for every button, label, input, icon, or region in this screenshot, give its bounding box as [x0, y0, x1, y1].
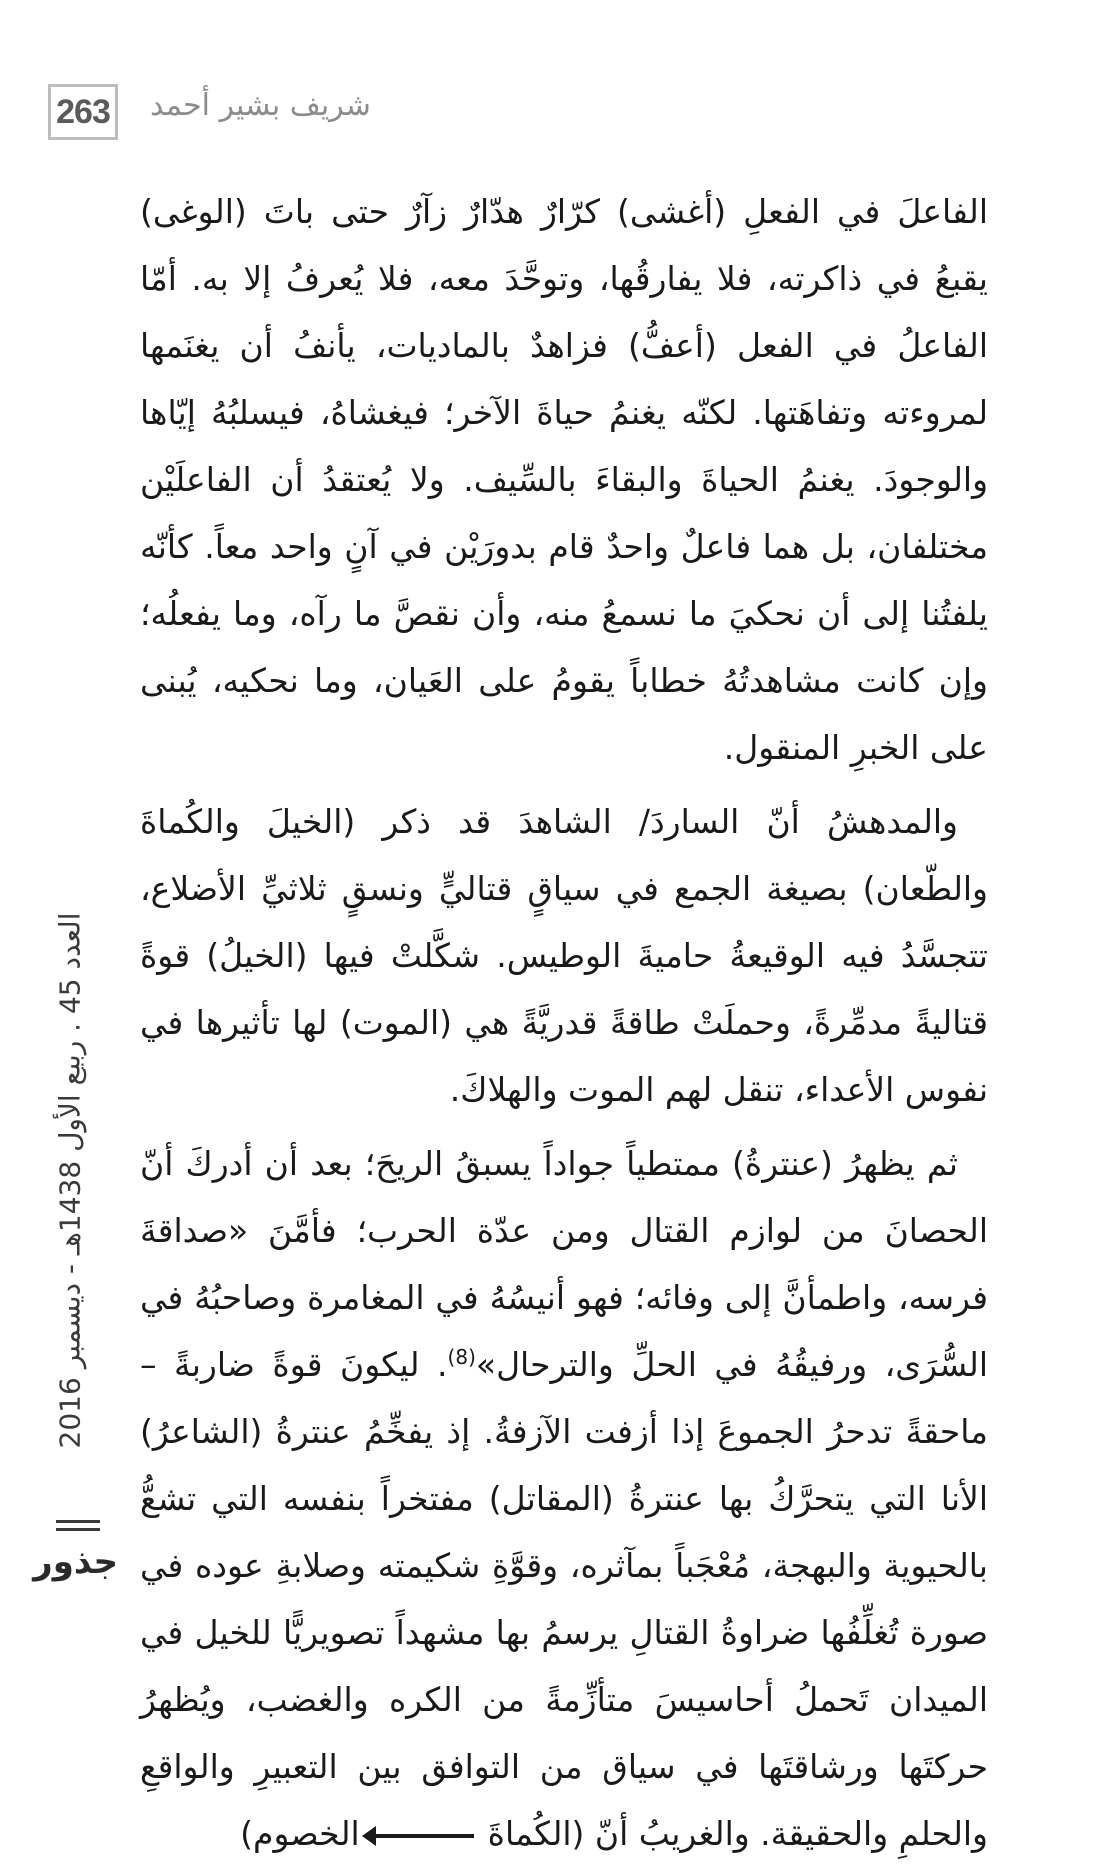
footnote-reference: (8): [447, 1345, 476, 1369]
paragraph-3-text-b: . ليكونَ قوةً ضاربةً – ماحقةً تدحرُ الجموعَ إذا أزفت الآزفةُ. إذ يفخِّمُ عنترةُ (الشاعرُ) الأنا التي يتحرَّكُ بها عنترةُ (المقاتل) مفتخراً بنفسه التي تشعُّ بالحيوية والبهجة، مُعْجَباً بمآثره، وقوَّةِ شكيمته وصلابةِ عوده في صورة تُغلِّفُها ضراوةُ القتالِ يرسمُ بها مشهداً تصويريًّا للخيل في الميدان تَحملُ أحاسيسَ متأزِّمةً من الكره والغضب، ويُظهرُ حركتَها ورشاقتَها في سياق من التوافق بين التعبيرِ والواقعِ والحلمِ والحقيقة. والغريبُ أنّ (الكُماةَ: [140, 1345, 988, 1853]
journal-logo: جذور: [33, 1542, 118, 1582]
journal-issue-text: العدد 45 . ربيع الأول 1438هـ - ديسمبر 2016: [53, 912, 87, 1448]
margin-rule-2: [56, 1528, 100, 1531]
paragraph-1: الفاعلَ في الفعلِ (أغشى) كرّارٌ هدّارٌ زآرٌ حتى باتَ (الوغى) يقبعُ في ذاكرته، فلا يفارقُها، وتوحَّدَ معه، فلا يُعرفُ إلا به. أمّا الفاعلُ في الفعل (أعفُّ) فزاهدٌ بالماديات، يأنفُ أن يغنَمها لمروءته وتفاهَتها. لكنّه يغنمُ حياةَ الآخر؛ فيغشاهُ، فيسلبُهُ إيّاها والوجودَ. يغنمُ الحياةَ والبقاءَ بالسِّيف. ولا يُعتقدُ أن الفاعلَيْن مختلفان، بل هما فاعلٌ واحدٌ قام بدورَيْن في آنٍ واحد معاً. كأنّه يلفتُنا إلى أن نحكيَ ما نسمعُ منه، وأن نقصَّ ما رآه، وما يفعلُه؛ وإن كانت مشاهدتُهُ خطاباً يقومُ على العَيان، وما نحكيه، يُبنى على الخبرِ المنقول.: [140, 192, 988, 767]
article-body: [140, 178, 988, 1867]
margin-rule: [56, 1520, 100, 1523]
page-number: 263: [48, 84, 118, 140]
author-name: شريف بشير أحمد: [150, 88, 371, 123]
paragraph-3-text-a: ثم يظهرُ (عنترةُ) ممتطياً جواداً يسبقُ الريحَ؛ بعد أن أدركَ أنّ الحصانَ من لوازم القتال ومن عدّة الحرب؛ فأمَّنَ «صداقةَ فرسه، واطمأنَّ إلى وفائه؛ فهو أنيسُهُ في المغامرة وصاحبُهُ في السُّرَى، ورفيقُهُ في الحلِّ والترحال»: [140, 1144, 988, 1384]
journal-issue-info: [40, 880, 100, 1480]
paragraph-3-text-c: الخصوم): [240, 1814, 360, 1853]
paragraph-3: [140, 1130, 988, 1867]
left-arrow-icon: [374, 1834, 474, 1838]
paragraph-2: والمدهشُ أنّ الساردَ/ الشاهدَ قد ذكر (الخيلَ والكُماةَ والطّعان) بصيغة الجمع في سياقٍ قتاليٍّ ونسقٍ ثلاثيِّ الأضلاع، تتجسَّدُ فيه الوقيعةُ حاميةَ الوطيس. شكَّلتْ فيها (الخيلُ) قوةً قتاليةً مدمِّرةً، وحملَتْ طاقةً قدريَّةً هي (الموت) لها تأثيرها في نفوس الأعداء، تنقل لهم الموت والهلاكَ.: [140, 802, 988, 1109]
